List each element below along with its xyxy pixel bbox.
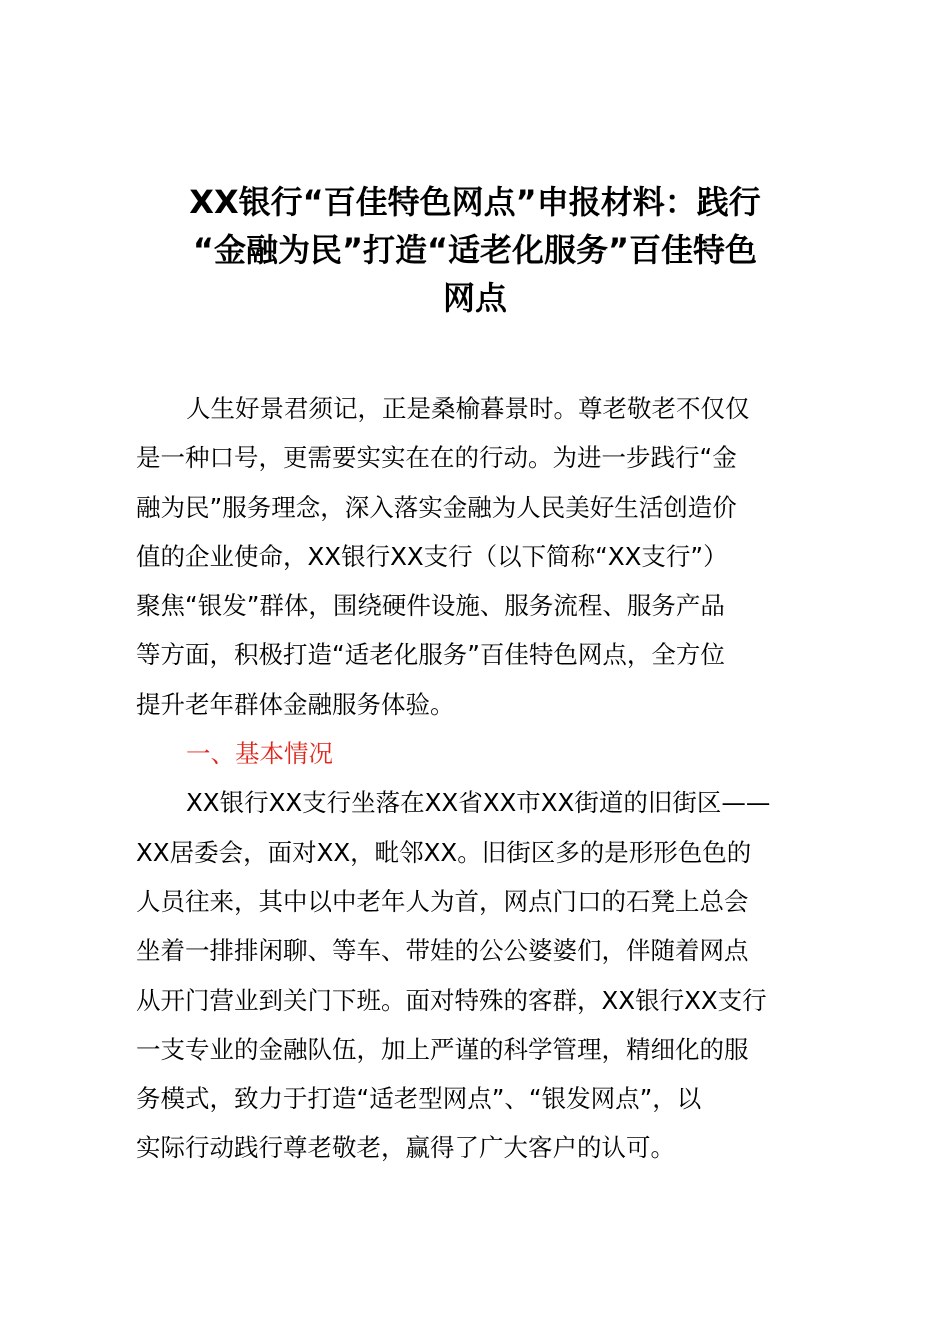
section-paragraph [136,778,852,1172]
paragraph-line: 值的企业使命，XX银行XX支行（以下简称“XX支行”） [136,541,728,571]
paragraph-line: 人员往来，其中以中老年人为首，网点门口的石凳上总会 [136,886,749,916]
paragraph-line: 人生好景君须记，正是桑榆暮景时。尊老敬老不仅仅 [186,394,750,423]
paragraph-line: XX居委会，面对XX，毗邻XX。旧街区多的是形形色色的 [136,837,752,867]
paragraph-line: 等方面，积极打造“适老化服务”百佳特色网点，全方位 [136,640,725,670]
paragraph-line: 坐着一排排闲聊、等车、带娃的公公婆婆们，伴随着网点 [136,936,749,966]
paragraph-line: 提升老年群体金融服务体验。 [136,689,455,719]
paragraph-line: 融为民”服务理念，深入落实金融为人民美好生活创造价 [136,492,737,522]
title-line-3: 网点 [442,279,507,317]
paragraph-line: 实际行动践行尊老敬老，赢得了广大客户的认可。 [136,1133,675,1163]
document-title [120,178,830,322]
section-heading: 一、基本情况 [186,739,333,769]
paragraph-line: 务模式，致力于打造“适老型网点”、“银发网点”，以 [136,1084,702,1114]
paragraph-line: 聚焦“银发”群体，围绕硬件设施、服务流程、服务产品 [136,591,725,621]
title-line-2: “金融为民”打造“适老化服务”百佳特色 [192,231,758,269]
title-line-1: XX银行“百佳特色网点”申报材料：践行 [189,183,761,221]
paragraph-line: 从开门营业到关门下班。面对特殊的客群，XX银行XX支行 [136,985,767,1015]
paragraph-line: XX银行XX支行坐落在XX省XX市XX街道的旧街区—— [186,788,771,818]
paragraph-line: 是一种口号，更需要实实在在的行动。为进一步践行“金 [136,443,737,473]
document-body [136,384,852,1173]
intro-paragraph [136,384,852,729]
paragraph-line: 一支专业的金融队伍，加上严谨的科学管理，精细化的服 [136,1034,749,1064]
